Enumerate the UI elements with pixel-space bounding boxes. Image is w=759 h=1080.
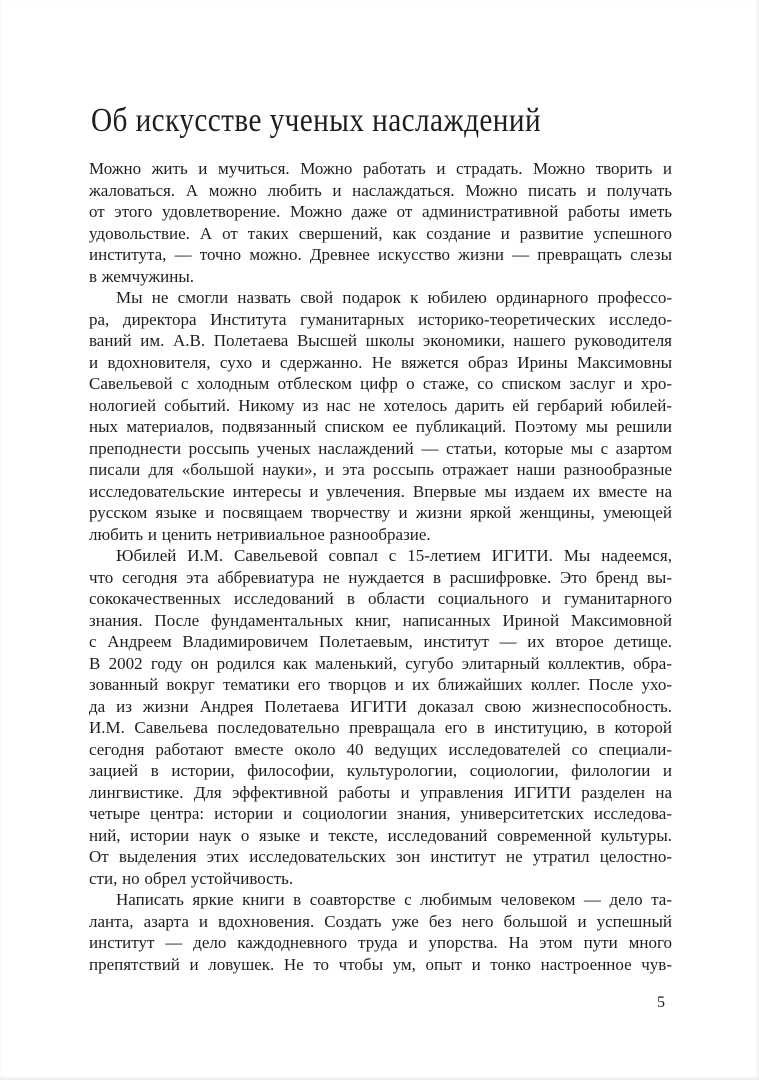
text-line: русском языке и посвящаем творчеству и жизни яркой женщины, умеющей: [89, 503, 672, 522]
text-line: От выделения этих исследовательских зон институт не утратил целостно-: [89, 847, 672, 866]
paragraph: [89, 889, 672, 975]
text-line: зацией в истории, философии, культурологии, социологии, филологии и: [89, 761, 672, 780]
text-line: зованный вокруг тематики его творцов и их ближайших коллег. После ухо-: [89, 675, 672, 694]
paragraph: [89, 287, 672, 545]
text-line: ваний им. А.В. Полетаева Высшей школы экономики, нашего руководителя: [89, 331, 672, 350]
paragraph: [89, 545, 672, 889]
text-line: с Андреем Владимировичем Полетаевым, институт — их второе детище.: [89, 632, 672, 651]
page-title: Об искусстве ученых наслаждений: [91, 101, 542, 139]
text-line: четыре центра: истории и социологии знания, университетских исследова-: [89, 804, 672, 823]
text-line: да из жизни Андрея Полетаева ИГИТИ доказал свою жизнеспособность.: [89, 696, 672, 716]
text-line: писали для «большой науки», и эта россыпь отражает наши разнообразные: [89, 460, 672, 479]
text-line: В 2002 году он родился как маленький, сугубо элитарный коллектив, обра-: [89, 653, 672, 673]
text-line: И.М. Савельева последовательно превращала его в институцию, в которой: [89, 718, 672, 737]
text-line: ланта, азарта и вдохновения. Создать уже без него большой и успешный: [89, 911, 672, 931]
page-number: 5: [657, 994, 665, 1011]
text-line: что сегодня эта аббревиатура не нуждается в расшифровке. Это бренд вы-: [89, 567, 672, 587]
text-line: института, — точно можно. Древнее искусство жизни — превращать слезы: [89, 245, 672, 264]
paragraph: [89, 158, 672, 287]
text-line: знания. После фундаментальных книг, написанных Ириной Максимовной: [89, 610, 672, 630]
text-line: ний, истории наук о языке и тексте, исследований современной культуры.: [89, 825, 672, 845]
text-line: преподнести россыпь ученых наслаждений — статьи, которые мы с азартом: [89, 438, 672, 458]
text-line: сти, но обрел устойчивость.: [89, 868, 294, 888]
text-line: Мы не смогли назвать свой подарок к юбилею ординарного профессо-: [116, 288, 672, 307]
text-line: препятствий и ловушек. Не то чтобы ум, опыт и тонко настроенное чув-: [89, 954, 672, 974]
text-line: институт — дело каждодневного труда и упорства. На этом пути много: [89, 933, 672, 952]
text-line: в жемчужины.: [89, 266, 195, 286]
text-line: Написать яркие книги в соавторстве с любимым человеком — дело та-: [116, 890, 672, 909]
text-line: нологией событий. Никому из нас не хотелось дарить ей гербарий юбилей-: [89, 395, 672, 415]
text-line: сегодня работают вместе около 40 ведущих исследователей со специали-: [89, 739, 672, 759]
text-line: Юбилей И.М. Савельевой совпал с 15-летием ИГИТИ. Мы надеемся,: [116, 546, 672, 565]
text-line: жаловаться. А можно любить и наслаждаться. Можно писать и получать: [89, 180, 672, 200]
text-line: Савельевой с холодным отблеском цифр о стаже, со списком заслуг и хро-: [89, 374, 672, 393]
text-line: удовольствие. А от таких свершений, как создание и развитие успешного: [89, 223, 672, 243]
text-line: любить и ценить нетривиальное разнообразие.: [89, 524, 431, 544]
text-block: [89, 158, 672, 975]
text-line: ра, директора Института гуманитарных историко-теоретических исследо-: [89, 309, 672, 329]
text-line: Можно жить и мучиться. Можно работать и страдать. Можно творить и: [89, 159, 672, 178]
text-line: ных материалов, подвязанный списком ее публикаций. Поэтому мы решили: [89, 417, 672, 436]
text-line: и вдохновителя, сухо и сдержанно. Не вяжется образ Ирины Максимовны: [89, 352, 672, 372]
text-line: исследовательские интересы и увлечения. Впервые мы издаем их вместе на: [89, 481, 672, 501]
text-line: лингвистике. Для эффективной работы и управления ИГИТИ разделен на: [89, 782, 672, 802]
text-line: от этого удовлетворение. Можно даже от административной работы иметь: [89, 202, 672, 221]
text-line: сококачественных исследований в области социального и гуманитарного: [89, 589, 672, 608]
